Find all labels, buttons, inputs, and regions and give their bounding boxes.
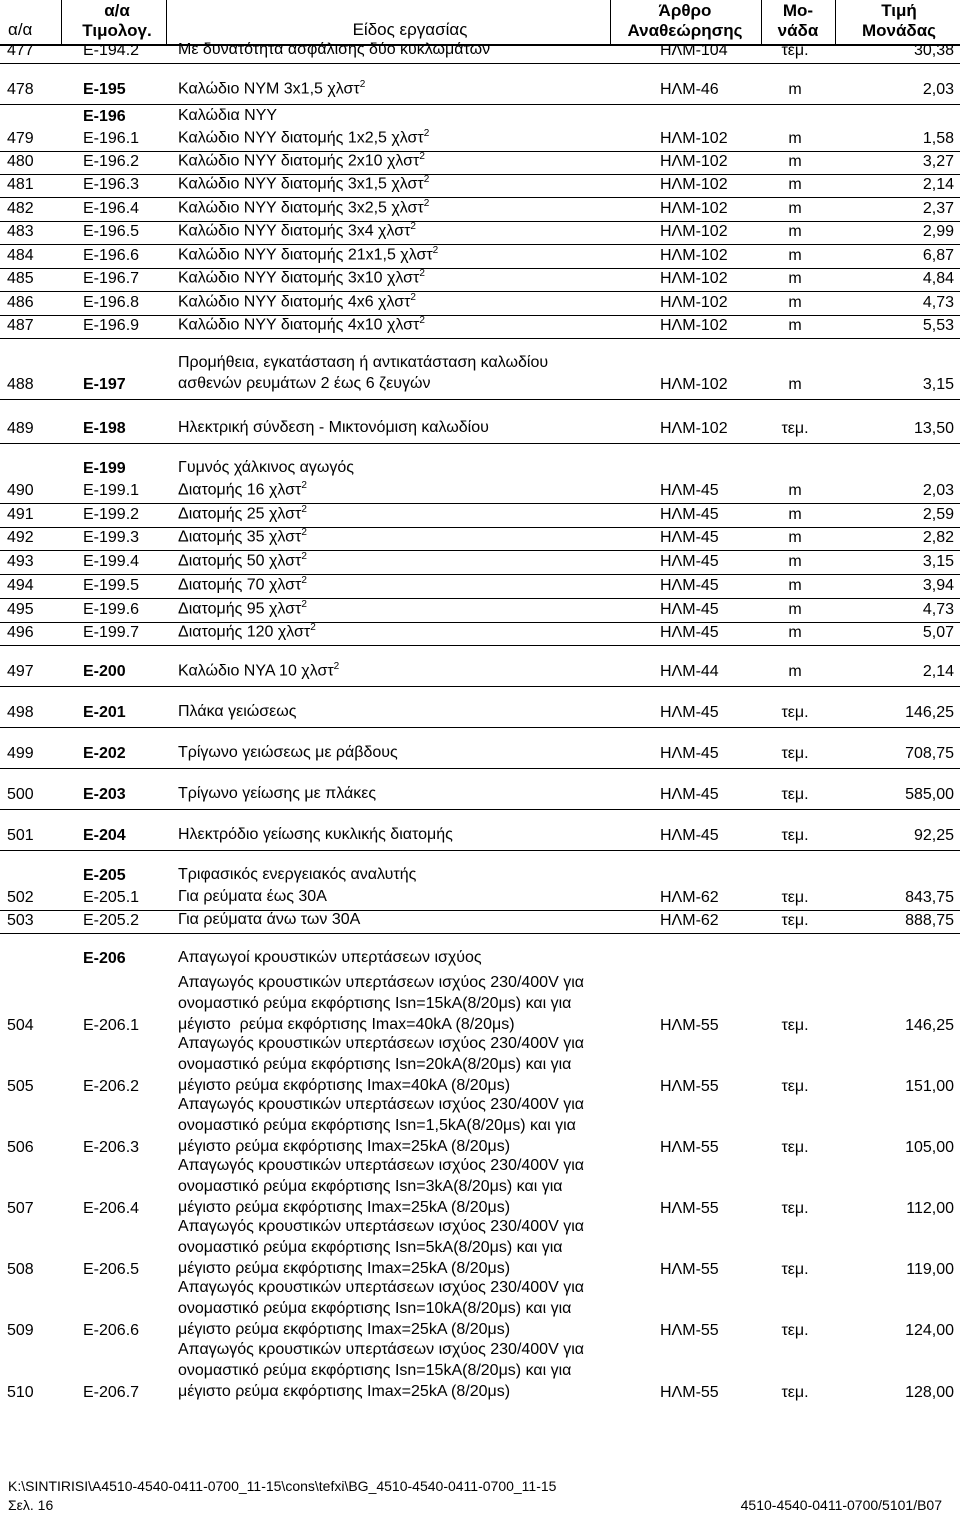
row-number: 484 — [7, 247, 34, 264]
unit-price: 3,15 — [922, 376, 954, 393]
unit: τεμ. — [781, 1200, 809, 1217]
revision-article: ΗΛΜ-45 — [660, 704, 719, 721]
work-description: Καλώδιο NYY διατομής 3x2,5 χλστ$^2$ — [178, 197, 430, 216]
row-number: 481 — [7, 176, 34, 193]
unit: m — [788, 663, 802, 680]
invoice-code: Ε-201 — [83, 704, 126, 721]
row-number: 507 — [7, 1200, 34, 1217]
invoice-code: Ε-205.2 — [83, 912, 140, 929]
revision-article: ΗΛΜ-55 — [660, 1017, 719, 1034]
invoice-code: Ε-205.1 — [83, 889, 140, 906]
work-description: Απαγωγός κρουστικών υπερτάσεων ισχύος 230/400V για ονομαστικό ρεύμα εκφόρτισης Isn=20kA(8/20μs) και για μέγιστο ρεύμα εκφόρτισης Imax=40kA (8/20μs) — [178, 1035, 584, 1094]
invoice-code: Ε-196.9 — [83, 317, 140, 334]
table-row — [0, 1279, 960, 1345]
row-number: 497 — [7, 663, 34, 680]
table-row — [0, 339, 960, 400]
unit: τεμ. — [781, 1139, 809, 1156]
unit: m — [788, 577, 802, 594]
revision-article: ΗΛΜ-55 — [660, 1139, 719, 1156]
invoice-code: Ε-206.5 — [83, 1261, 140, 1278]
work-description: Για ρεύματα άνω των 30Α — [178, 911, 361, 928]
square-superscript: 2 — [301, 598, 307, 610]
unit-price: 2,37 — [922, 200, 954, 217]
unit: m — [788, 553, 802, 570]
invoice-code: Ε-206 — [83, 950, 126, 967]
square-superscript: 2 — [419, 150, 425, 162]
unit-price: 585,00 — [905, 786, 954, 803]
row-number: 478 — [7, 81, 34, 98]
table-row — [0, 222, 960, 245]
revision-article: ΗΛΜ-45 — [660, 601, 719, 618]
unit: m — [788, 81, 802, 98]
header-article-line2: Αναθεώρησης — [627, 21, 743, 40]
square-superscript: 2 — [310, 621, 316, 633]
row-number: 482 — [7, 200, 34, 217]
table-row — [0, 481, 960, 504]
work-description: Καλώδιο NYM 3x1,5 χλστ$^2$ — [178, 78, 366, 97]
table-row — [0, 911, 960, 934]
header-tim-line1: α/α — [104, 1, 130, 20]
row-number: 499 — [7, 745, 34, 762]
row-number: 500 — [7, 786, 34, 803]
invoice-code: Ε-202 — [83, 745, 126, 762]
unit: τεμ. — [781, 912, 809, 929]
row-number: 494 — [7, 577, 34, 594]
work-description: Γυμνός χάλκινος αγωγός — [178, 459, 355, 476]
revision-article: ΗΛΜ-55 — [660, 1200, 719, 1217]
row-number: 493 — [7, 553, 34, 570]
unit-price: 112,00 — [906, 1200, 954, 1217]
square-superscript: 2 — [423, 173, 430, 185]
table-row — [0, 1096, 960, 1162]
row-number: 477 — [7, 42, 34, 59]
square-superscript: 2 — [432, 244, 439, 256]
work-description: Καλώδιο NYY διατομής 3x10 χλστ$^2$ — [178, 267, 425, 286]
unit-price: 2,03 — [922, 81, 954, 98]
unit: τεμ. — [781, 42, 809, 59]
row-number: 488 — [7, 376, 34, 393]
table-row — [0, 444, 960, 481]
unit-price: 2,14 — [922, 176, 954, 193]
revision-article: ΗΛΜ-55 — [660, 1322, 719, 1339]
invoice-code: Ε-199.6 — [83, 601, 140, 618]
footer-file-path: K:\SINTIRISI\A4510-4540-0411-0700_11-15\cons\tefxi\BG_4510-4540-0411-0700_11-15 — [8, 1478, 557, 1494]
table-row — [0, 810, 960, 851]
unit-price: 146,25 — [905, 1017, 954, 1034]
work-description: Καλώδια NYY — [178, 107, 278, 124]
square-superscript: 2 — [419, 267, 425, 279]
square-superscript: 2 — [301, 550, 307, 562]
work-description: Απαγωγός κρουστικών υπερτάσεων ισχύος 230/400V για ονομαστικό ρεύμα εκφόρτισης Isn=10kA(8/20μs) και για μέγιστο ρεύμα εκφόρτισης Imax=25kA (8/20μs) — [178, 1279, 584, 1338]
invoice-code: Ε-206.7 — [83, 1384, 140, 1401]
unit: τεμ. — [781, 827, 809, 844]
work-description: Τρίγωνο γειώσεως με ράβδους — [178, 744, 398, 761]
row-number: 486 — [7, 294, 34, 311]
revision-article: ΗΛΜ-102 — [660, 176, 728, 193]
invoice-code: Ε-196.7 — [83, 270, 140, 287]
revision-article: ΗΛΜ-45 — [660, 624, 719, 641]
revision-article: ΗΛΜ-44 — [660, 663, 719, 680]
unit: m — [788, 153, 802, 170]
revision-article: ΗΛΜ-55 — [660, 1384, 719, 1401]
row-number: 487 — [7, 317, 34, 334]
revision-article: ΗΛΜ-102 — [660, 153, 728, 170]
square-superscript: 2 — [301, 526, 307, 538]
table-row — [0, 105, 960, 129]
revision-article: ΗΛΜ-45 — [660, 553, 719, 570]
work-description: Προμήθεια, εγκατάσταση ή αντικατάσταση καλωδίου ασθενών ρευμάτων 2 έως 6 ζευγών — [178, 354, 549, 392]
unit-price: 4,73 — [922, 294, 954, 311]
invoice-code: Ε-199.1 — [83, 482, 140, 499]
unit-price: 888,75 — [905, 912, 954, 929]
square-superscript: 2 — [423, 197, 430, 209]
unit-price: 119,00 — [906, 1261, 954, 1278]
table-row — [0, 64, 960, 105]
work-description: Απαγωγοί κρουστικών υπερτάσεων ισχύος — [178, 949, 482, 966]
revision-article: ΗΛΜ-102 — [660, 376, 728, 393]
row-number: 506 — [7, 1139, 34, 1156]
unit-price: 1,58 — [922, 130, 954, 147]
table-row — [0, 851, 960, 888]
square-superscript: 2 — [301, 503, 307, 515]
revision-article: ΗΛΜ-62 — [660, 889, 719, 906]
work-description: Διατομής 50 χλστ$^2$ — [178, 550, 307, 569]
revision-article: ΗΛΜ-45 — [660, 529, 719, 546]
unit: m — [788, 376, 802, 393]
table-row — [0, 1341, 960, 1407]
unit-price: 2,59 — [922, 506, 954, 523]
unit-price: 708,75 — [905, 745, 954, 762]
invoice-code: Ε-205 — [83, 867, 126, 884]
invoice-code: Ε-199.4 — [83, 553, 140, 570]
unit: τεμ. — [781, 1261, 809, 1278]
revision-article: ΗΛΜ-102 — [660, 130, 728, 147]
unit-price: 843,75 — [905, 889, 954, 906]
work-description: Καλώδιο NYY διατομής 4x6 χλστ$^2$ — [178, 291, 416, 310]
unit: τεμ. — [781, 1384, 809, 1401]
unit: m — [788, 294, 802, 311]
work-description: Απαγωγός κρουστικών υπερτάσεων ισχύος 230/400V για ονομαστικό ρεύμα εκφόρτισης Isn=15kA(8/20μs) και για μέγιστο ρεύμα εκφόρτισης Imax=25kA (8/20μs) — [178, 1341, 584, 1400]
revision-article: ΗΛΜ-102 — [660, 420, 728, 437]
row-number: 492 — [7, 529, 34, 546]
unit-price: 2,99 — [922, 223, 954, 240]
invoice-code: Ε-200 — [83, 663, 126, 680]
table-row — [0, 504, 960, 528]
work-description: Διατομής 25 χλστ$^2$ — [178, 503, 307, 522]
work-description: Διατομής 120 χλστ$^2$ — [178, 621, 316, 640]
row-number: 483 — [7, 223, 34, 240]
row-number: 501 — [7, 827, 34, 844]
revision-article: ΗΛΜ-102 — [660, 294, 728, 311]
table-row — [0, 623, 960, 646]
work-description: Τριφασικός ενεργειακός αναλυτής — [178, 866, 417, 883]
unit-price: 128,00 — [905, 1384, 954, 1401]
table-row — [0, 769, 960, 810]
invoice-code: Ε-196.1 — [83, 130, 140, 147]
row-number: 505 — [7, 1078, 34, 1095]
row-number: 498 — [7, 704, 34, 721]
revision-article: ΗΛΜ-102 — [660, 200, 728, 217]
work-description: Απαγωγός κρουστικών υπερτάσεων ισχύος 230/400V για ονομαστικό ρεύμα εκφόρτισης Isn=5kA(8/20μs) και για μέγιστο ρεύμα εκφόρτισης Imax=25kA (8/20μs) — [178, 1218, 584, 1277]
table-row — [0, 316, 960, 339]
work-description: Καλώδιο NYY διατομής 1x2,5 χλστ$^2$ — [178, 127, 430, 146]
work-description: Διατομής 16 χλστ$^2$ — [178, 479, 307, 498]
invoice-code: Ε-199.2 — [83, 506, 140, 523]
invoice-code: Ε-206.3 — [83, 1139, 140, 1156]
row-number: 489 — [7, 420, 34, 437]
unit: τεμ. — [781, 1322, 809, 1339]
invoice-code: Ε-194.2 — [83, 42, 140, 59]
table-row — [0, 599, 960, 623]
square-superscript: 2 — [359, 78, 366, 90]
unit: τεμ. — [781, 420, 809, 437]
unit: m — [788, 176, 802, 193]
invoice-code: Ε-199.3 — [83, 529, 140, 546]
table-row — [0, 269, 960, 292]
revision-article: ΗΛΜ-45 — [660, 482, 719, 499]
header-unit-line2: νάδα — [777, 21, 819, 40]
invoice-code: Ε-203 — [83, 786, 126, 803]
table-row — [0, 646, 960, 687]
square-superscript: 2 — [423, 127, 430, 139]
invoice-code: Ε-206.2 — [83, 1078, 140, 1095]
row-number: 490 — [7, 482, 34, 499]
table-row — [0, 1157, 960, 1223]
unit: τεμ. — [781, 889, 809, 906]
table-row — [0, 687, 960, 728]
revision-article: ΗΛΜ-46 — [660, 81, 719, 98]
work-description: Πλάκα γειώσεως — [178, 703, 297, 720]
invoice-code: Ε-199.7 — [83, 624, 140, 641]
unit: m — [788, 270, 802, 287]
revision-article: ΗΛΜ-45 — [660, 745, 719, 762]
revision-article: ΗΛΜ-102 — [660, 270, 728, 287]
invoice-code: Ε-196.8 — [83, 294, 140, 311]
row-number: 504 — [7, 1017, 34, 1034]
unit: m — [788, 482, 802, 499]
work-description: Καλώδιο NYY διατομής 2x10 χλστ$^2$ — [178, 150, 425, 169]
unit: τεμ. — [781, 704, 809, 721]
footer-page-number: Σελ. 16 — [8, 1497, 54, 1513]
unit-price: 6,87 — [922, 247, 954, 264]
revision-article: ΗΛΜ-104 — [660, 42, 728, 59]
unit: τεμ. — [781, 786, 809, 803]
table-row — [0, 934, 960, 971]
work-description: Διατομής 35 χλστ$^2$ — [178, 526, 307, 545]
unit-price: 146,25 — [905, 704, 954, 721]
work-description: Καλώδιο NYY διατομής 3x1,5 χλστ$^2$ — [178, 173, 430, 192]
header-aa: α/α — [8, 20, 33, 39]
work-description: Τρίγωνο γείωσης με πλάκες — [178, 785, 377, 802]
revision-article: ΗΛΜ-55 — [660, 1261, 719, 1278]
unit-price: 105,00 — [905, 1139, 954, 1156]
invoice-code: Ε-196.5 — [83, 223, 140, 240]
header-description: Είδος εργασίας — [352, 20, 468, 39]
work-description: Ηλεκτρική σύνδεση - Μικτονόμιση καλωδίου — [178, 419, 489, 436]
unit: m — [788, 601, 802, 618]
revision-article: ΗΛΜ-45 — [660, 827, 719, 844]
unit: τεμ. — [781, 1017, 809, 1034]
row-number: 479 — [7, 130, 34, 147]
work-description: Απαγωγός κρουστικών υπερτάσεων ισχύος 230/400V για ονομαστικό ρεύμα εκφόρτισης Isn=15kA(8/20μs) και για μέγιστο ρεύμα εκφόρτισης Imax=40kA (8/20μs) — [178, 974, 584, 1033]
square-superscript: 2 — [301, 479, 307, 491]
work-description: Καλώδιο NYY διατομής 21x1,5 χλστ$^2$ — [178, 244, 439, 263]
unit: m — [788, 130, 802, 147]
header-unit-line1: Μο- — [782, 1, 814, 20]
row-number: 503 — [7, 912, 34, 929]
row-number: 485 — [7, 270, 34, 287]
unit: m — [788, 506, 802, 523]
table-row — [0, 971, 960, 1040]
table-row — [0, 292, 960, 316]
invoice-code: Ε-197 — [83, 376, 126, 393]
invoice-code: Ε-196.3 — [83, 176, 140, 193]
invoice-code: Ε-196.6 — [83, 247, 140, 264]
unit-price: 30,38 — [913, 42, 954, 59]
invoice-code: Ε-196.4 — [83, 200, 140, 217]
invoice-code: Ε-204 — [83, 827, 126, 844]
header-price-line2: Μονάδας — [861, 21, 937, 40]
invoice-code: Ε-199 — [83, 460, 126, 477]
work-description: Καλώδιο NYY διατομής 3x4 χλστ$^2$ — [178, 220, 416, 239]
work-description: Καλώδιο NYA 10 χλστ$^2$ — [178, 660, 340, 679]
header-tim-line2: Τιμολογ. — [82, 21, 152, 40]
table-row — [0, 129, 960, 152]
row-number: 491 — [7, 506, 34, 523]
revision-article: ΗΛΜ-102 — [660, 247, 728, 264]
table-row — [0, 1035, 960, 1101]
row-number: 495 — [7, 601, 34, 618]
unit: m — [788, 223, 802, 240]
unit-price: 4,73 — [922, 601, 954, 618]
square-superscript: 2 — [301, 574, 307, 586]
invoice-code: Ε-206.6 — [83, 1322, 140, 1339]
header-price-line1: Τιμή — [881, 1, 917, 20]
unit-price: 5,07 — [922, 624, 954, 641]
unit-price: 3,94 — [922, 577, 954, 594]
table-row — [0, 528, 960, 551]
unit-price: 4,84 — [922, 270, 954, 287]
page-footer — [0, 1478, 960, 1515]
square-superscript: 2 — [419, 314, 425, 326]
row-number: 480 — [7, 153, 34, 170]
table-row — [0, 575, 960, 599]
unit-price: 5,53 — [922, 317, 954, 334]
table-row — [0, 245, 960, 269]
revision-article: ΗΛΜ-45 — [660, 506, 719, 523]
row-number: 509 — [7, 1322, 34, 1339]
unit: m — [788, 200, 802, 217]
work-description: Διατομής 95 χλστ$^2$ — [178, 598, 307, 617]
invoice-code: Ε-196.2 — [83, 153, 140, 170]
row-number: 510 — [7, 1384, 34, 1401]
revision-article: ΗΛΜ-45 — [660, 577, 719, 594]
unit-price: 3,27 — [922, 153, 954, 170]
table-row — [0, 400, 960, 444]
invoice-code: Ε-195 — [83, 81, 126, 98]
revision-article: ΗΛΜ-102 — [660, 223, 728, 240]
revision-article: ΗΛΜ-62 — [660, 912, 719, 929]
revision-article: ΗΛΜ-102 — [660, 317, 728, 334]
row-number: 508 — [7, 1261, 34, 1278]
square-superscript: 2 — [333, 660, 340, 672]
unit-price: 151,00 — [905, 1078, 954, 1095]
unit-price: 13,50 — [913, 420, 954, 437]
table-row — [0, 175, 960, 198]
unit: m — [788, 624, 802, 641]
invoice-code: Ε-198 — [83, 420, 126, 437]
unit: m — [788, 317, 802, 334]
work-description: Διατομής 70 χλστ$^2$ — [178, 574, 307, 593]
table-row — [0, 728, 960, 769]
unit-price: 3,15 — [922, 553, 954, 570]
work-description: Απαγωγός κρουστικών υπερτάσεων ισχύος 230/400V για ονομαστικό ρεύμα εκφόρτισης Isn=3kA(8/20μs) και για μέγιστο ρεύμα εκφόρτισης Imax=25kA (8/20μs) — [178, 1157, 584, 1216]
header-article-line1: Άρθρο — [658, 1, 712, 20]
square-superscript: 2 — [410, 291, 416, 303]
invoice-code: Ε-206.4 — [83, 1200, 140, 1217]
work-description: Με δυνατότητα ασφάλισης δύο κυκλωμάτων — [178, 41, 491, 58]
unit-price: 2,82 — [922, 529, 954, 546]
unit: τεμ. — [781, 745, 809, 762]
unit: τεμ. — [781, 1078, 809, 1095]
unit-price: 124,00 — [905, 1322, 954, 1339]
unit-price: 92,25 — [913, 827, 954, 844]
row-number: 496 — [7, 624, 34, 641]
work-description: Ηλεκτρόδιο γείωσης κυκλικής διατομής — [178, 826, 453, 843]
invoice-code: Ε-196 — [83, 108, 126, 125]
unit-price: 2,14 — [922, 663, 954, 680]
work-description: Για ρεύματα έως 30Α — [178, 888, 327, 905]
table-row — [0, 1218, 960, 1284]
unit: m — [788, 529, 802, 546]
table-row — [0, 198, 960, 222]
table-row — [0, 41, 960, 64]
revision-article: ΗΛΜ-55 — [660, 1078, 719, 1095]
table-row — [0, 152, 960, 175]
unit: m — [788, 247, 802, 264]
work-description: Καλώδιο NYY διατομής 4x10 χλστ$^2$ — [178, 314, 425, 333]
row-number: 502 — [7, 889, 34, 906]
square-superscript: 2 — [410, 220, 416, 232]
invoice-code: Ε-206.1 — [83, 1017, 140, 1034]
table-row — [0, 888, 960, 911]
work-description: Απαγωγός κρουστικών υπερτάσεων ισχύος 230/400V για ονομαστικό ρεύμα εκφόρτισης Isn=1,5kA(8/20μs) και για μέγιστο ρεύμα εκφόρτισης Imax=25kA (8/20μs) — [178, 1096, 584, 1155]
footer-document-code: 4510-4540-0411-0700/5101/B07 — [740, 1497, 942, 1513]
revision-article: ΗΛΜ-45 — [660, 786, 719, 803]
table-row — [0, 551, 960, 575]
unit-price: 2,03 — [922, 482, 954, 499]
invoice-code: Ε-199.5 — [83, 577, 140, 594]
